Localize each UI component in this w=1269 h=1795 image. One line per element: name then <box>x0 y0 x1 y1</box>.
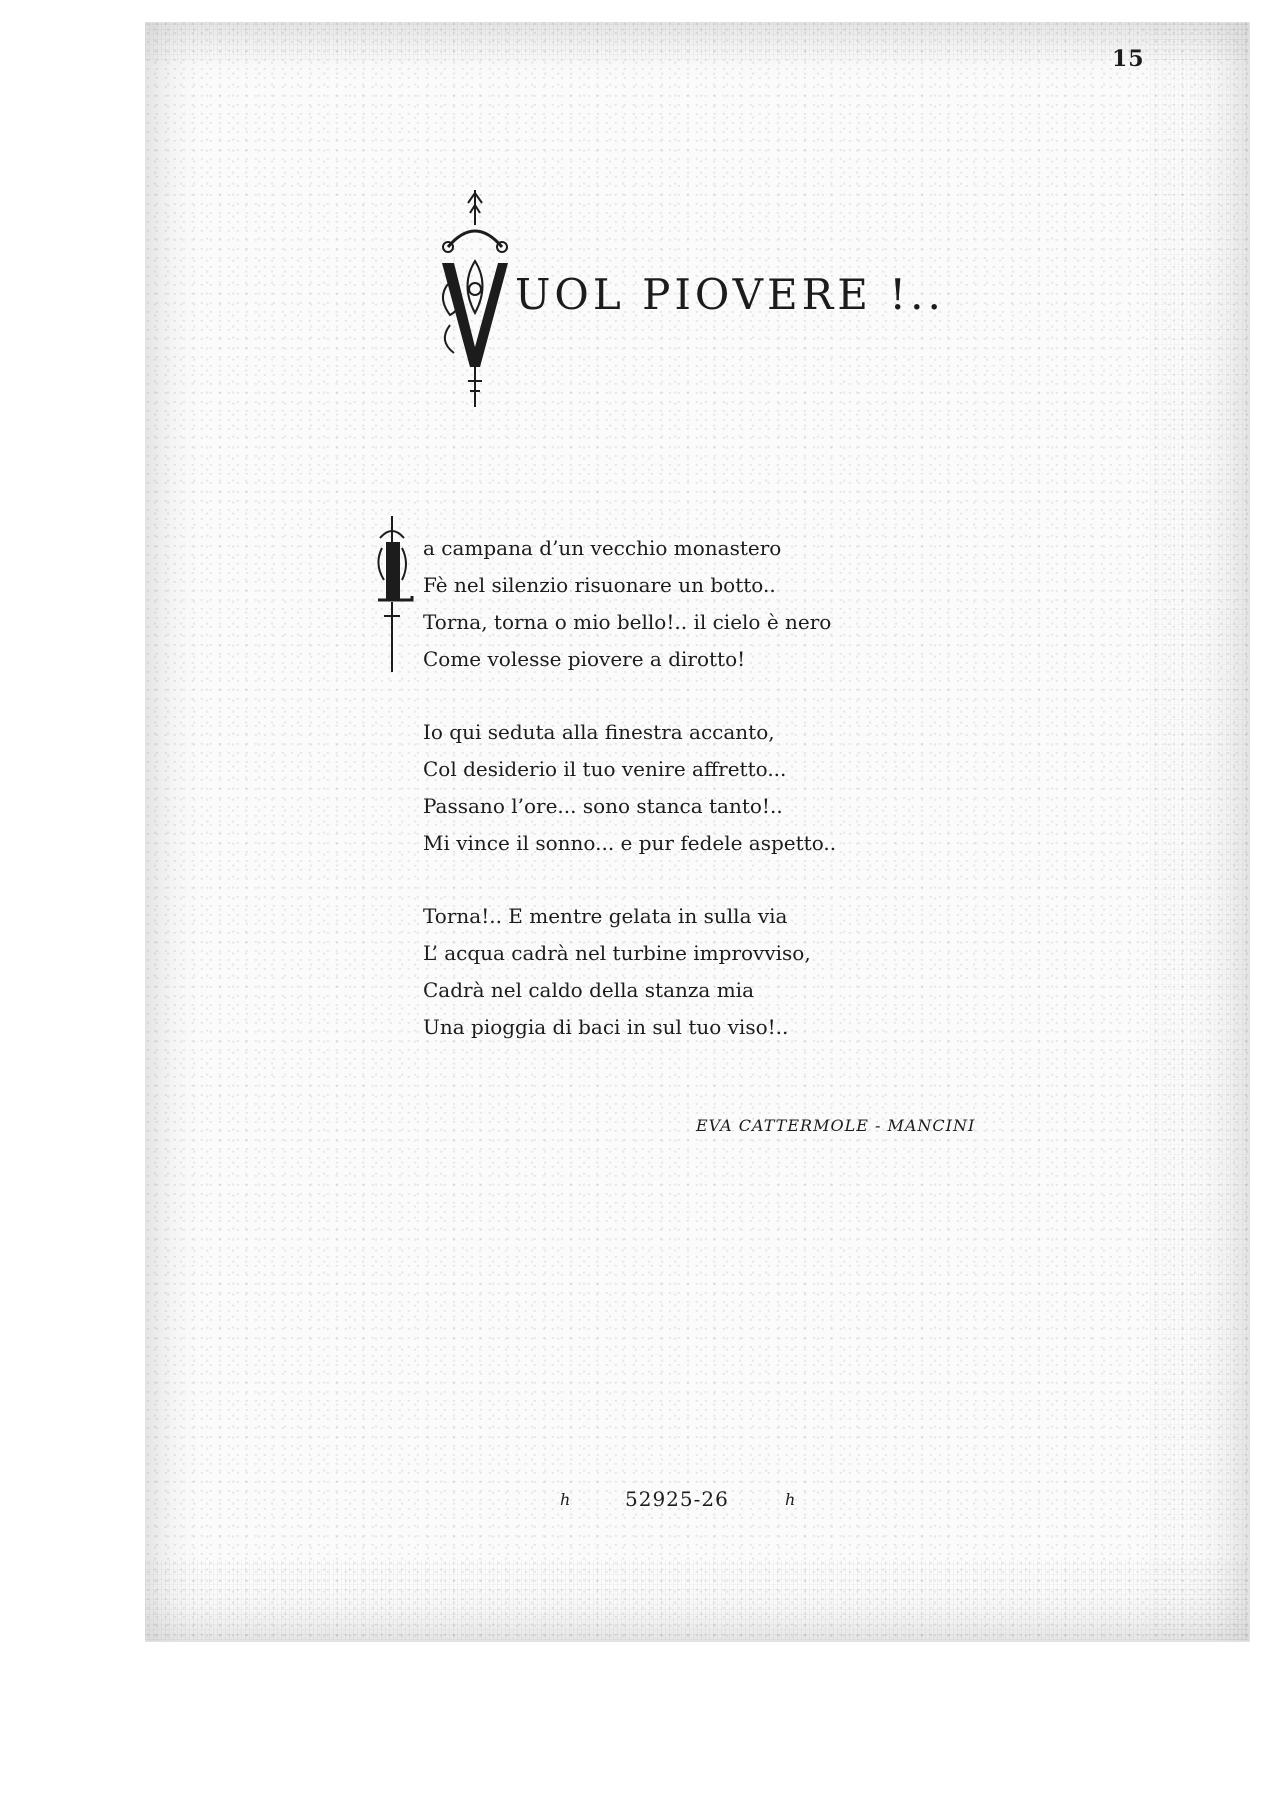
author-signature: EVA CATTERMOLE - MANCINI <box>696 1116 976 1135</box>
plate-number: 52925-26 <box>625 1487 729 1511</box>
poem-line: Una pioggia di baci in sul tuo viso!.. <box>423 1015 789 1039</box>
footer-right-mark: h <box>785 1490 796 1509</box>
poem-line: Cadrà nel caldo della stanza mia <box>423 978 754 1002</box>
poem-line: Passano l’ore... sono stanca tanto!.. <box>423 794 783 818</box>
page-number: 15 <box>1112 46 1145 72</box>
poem-line: L’ acqua cadrà nel turbine improvviso, <box>423 941 811 965</box>
poem-line: Fè nel silenzio risuonare un botto.. <box>423 573 776 597</box>
poem-title <box>430 185 945 410</box>
stanza-3 <box>375 898 995 1046</box>
stanza-1 <box>375 530 995 678</box>
poem-line: Io qui seduta alla finestra accanto, <box>423 720 775 744</box>
ornamental-v-initial <box>430 185 520 410</box>
stanza-2 <box>375 714 995 862</box>
poem-line: Col desiderio il tuo venire affretto... <box>423 757 787 781</box>
page-grain-bottom <box>145 1560 1248 1640</box>
poem-line: Come volesse piovere a dirotto! <box>423 647 746 671</box>
title-text: UOL PIOVERE !.. <box>515 270 945 319</box>
page-grain-right <box>1150 22 1248 1640</box>
ornamental-l-initial <box>370 512 418 682</box>
footer-left-mark: h <box>560 1490 571 1509</box>
poem-line: Torna, torna o mio bello!.. il cielo è nero <box>423 610 832 634</box>
page-grain-top <box>145 22 1248 60</box>
poem-line: a campana d’un vecchio monastero <box>423 536 782 560</box>
poem-line: Mi vince il sonno... e pur fedele aspetto.. <box>423 831 837 855</box>
poem-body <box>375 530 995 1082</box>
poem-line: Torna!.. E mentre gelata in sulla via <box>423 904 788 928</box>
plate-number-footer <box>560 1487 820 1520</box>
